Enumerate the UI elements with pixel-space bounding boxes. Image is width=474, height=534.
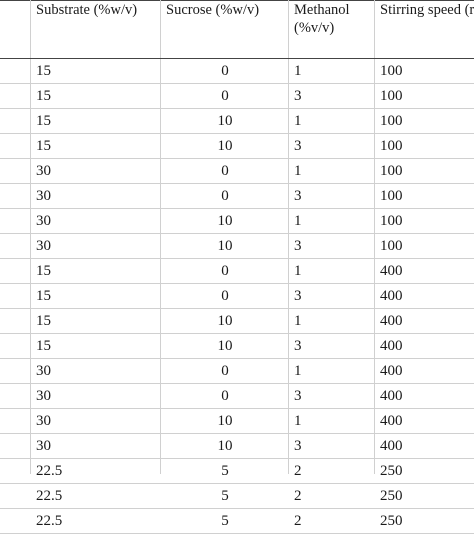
sucrose-cell: 0	[221, 288, 229, 304]
methanol-cell: 1	[294, 163, 302, 179]
table-row	[0, 234, 474, 259]
sucrose-cell: 0	[221, 163, 229, 179]
sucrose-cell: 10	[217, 238, 233, 254]
methanol-cell: 1	[294, 113, 302, 129]
header-methanol	[294, 0, 374, 58]
sucrose-cell: 0	[221, 188, 229, 204]
sucrose-cell: 0	[221, 363, 229, 379]
stirring-speed-cell: 250	[380, 513, 403, 529]
substrate-cell: 15	[36, 63, 51, 79]
sucrose-cell: 5	[221, 513, 229, 529]
row-number-cell	[0, 359, 30, 383]
stirring-speed-cell: 100	[380, 63, 403, 79]
substrate-cell: 30	[36, 363, 51, 379]
table-row	[0, 259, 474, 284]
row-number-cell	[0, 209, 30, 233]
row-number-cell	[0, 84, 30, 108]
header-sucrose	[166, 0, 284, 58]
sucrose-cell: 0	[221, 388, 229, 404]
table-row	[0, 509, 474, 534]
substrate-cell: 22.5	[36, 513, 63, 529]
header-substrate-label: Substrate (%w/v)	[36, 2, 138, 18]
row-number-cell	[0, 334, 30, 358]
table-row	[0, 484, 474, 509]
methanol-cell: 2	[294, 488, 302, 504]
methanol-cell: 3	[294, 238, 302, 254]
header-sucrose-label: Sucrose (%w/v)	[166, 2, 260, 18]
sucrose-cell: 10	[217, 413, 233, 429]
table-row	[0, 459, 474, 484]
table-row	[0, 309, 474, 334]
table-row	[0, 184, 474, 209]
stirring-speed-cell: 400	[380, 413, 403, 429]
row-number-cell	[0, 434, 30, 458]
stirring-speed-cell: 250	[380, 488, 403, 504]
row-number-cell	[0, 509, 30, 533]
header-substrate	[36, 0, 156, 58]
row-number-cell	[0, 234, 30, 258]
table-row	[0, 109, 474, 134]
row-number-cell	[0, 484, 30, 508]
sucrose-cell: 0	[221, 63, 229, 79]
methanol-cell: 3	[294, 138, 302, 154]
substrate-cell: 30	[36, 238, 51, 254]
sucrose-cell: 10	[217, 113, 233, 129]
sucrose-cell: 10	[217, 213, 233, 229]
header-stirring-label: Stirring speed (r	[380, 2, 474, 18]
stirring-speed-cell: 100	[380, 163, 403, 179]
table-row	[0, 59, 474, 84]
row-number-cell	[0, 309, 30, 333]
stirring-speed-cell: 100	[380, 238, 403, 254]
substrate-cell: 15	[36, 338, 51, 354]
methanol-cell: 3	[294, 288, 302, 304]
methanol-cell: 1	[294, 213, 302, 229]
stirring-speed-cell: 400	[380, 288, 403, 304]
table-row	[0, 434, 474, 459]
methanol-cell: 2	[294, 513, 302, 529]
sucrose-cell: 0	[221, 88, 229, 104]
methanol-cell: 1	[294, 63, 302, 79]
table-row	[0, 209, 474, 234]
methanol-cell: 1	[294, 313, 302, 329]
stirring-speed-cell: 400	[380, 363, 403, 379]
substrate-cell: 30	[36, 413, 51, 429]
row-number-cell	[0, 134, 30, 158]
stirring-speed-cell: 250	[380, 463, 403, 479]
sucrose-cell: 0	[221, 263, 229, 279]
substrate-cell: 15	[36, 313, 51, 329]
stirring-speed-cell: 100	[380, 188, 403, 204]
sucrose-cell: 10	[217, 438, 233, 454]
substrate-cell: 15	[36, 88, 51, 104]
table-row	[0, 134, 474, 159]
stirring-speed-cell: 400	[380, 388, 403, 404]
row-number-cell	[0, 384, 30, 408]
row-number-cell	[0, 184, 30, 208]
sucrose-cell: 10	[217, 138, 233, 154]
row-number-cell	[0, 109, 30, 133]
substrate-cell: 30	[36, 388, 51, 404]
table-row	[0, 409, 474, 434]
substrate-cell: 22.5	[36, 463, 63, 479]
stirring-speed-cell: 100	[380, 138, 403, 154]
sucrose-cell: 10	[217, 313, 233, 329]
table-row	[0, 359, 474, 384]
methanol-cell: 2	[294, 463, 302, 479]
stirring-speed-cell: 400	[380, 438, 403, 454]
substrate-cell: 15	[36, 113, 51, 129]
methanol-cell: 1	[294, 363, 302, 379]
substrate-cell: 15	[36, 288, 51, 304]
methanol-cell: 1	[294, 263, 302, 279]
substrate-cell: 30	[36, 188, 51, 204]
sucrose-cell: 10	[217, 338, 233, 354]
methanol-cell: 1	[294, 413, 302, 429]
methanol-cell: 3	[294, 188, 302, 204]
row-number-cell	[0, 409, 30, 433]
table-row	[0, 159, 474, 184]
substrate-cell: 30	[36, 438, 51, 454]
methanol-cell: 3	[294, 388, 302, 404]
stirring-speed-cell: 100	[380, 213, 403, 229]
header-methanol-label: Methanol	[294, 2, 350, 18]
header-stirring-speed	[380, 0, 474, 58]
row-number-cell	[0, 259, 30, 283]
table-row	[0, 84, 474, 109]
sucrose-cell: 5	[221, 463, 229, 479]
header-methanol-unit: (%v/v)	[294, 20, 335, 36]
sucrose-cell: 5	[221, 488, 229, 504]
table-row	[0, 384, 474, 409]
stirring-speed-cell: 400	[380, 313, 403, 329]
substrate-cell: 22.5	[36, 488, 63, 504]
row-number-cell	[0, 459, 30, 483]
methanol-cell: 3	[294, 338, 302, 354]
stirring-speed-cell: 400	[380, 338, 403, 354]
substrate-cell: 15	[36, 138, 51, 154]
stirring-speed-cell: 100	[380, 88, 403, 104]
methanol-cell: 3	[294, 88, 302, 104]
substrate-cell: 15	[36, 263, 51, 279]
stirring-speed-cell: 400	[380, 263, 403, 279]
stirring-speed-cell: 100	[380, 113, 403, 129]
substrate-cell: 30	[36, 213, 51, 229]
table-row	[0, 284, 474, 309]
table-row	[0, 334, 474, 359]
row-number-cell	[0, 284, 30, 308]
row-number-cell	[0, 159, 30, 183]
row-number-cell	[0, 59, 30, 83]
substrate-cell: 30	[36, 163, 51, 179]
methanol-cell: 3	[294, 438, 302, 454]
